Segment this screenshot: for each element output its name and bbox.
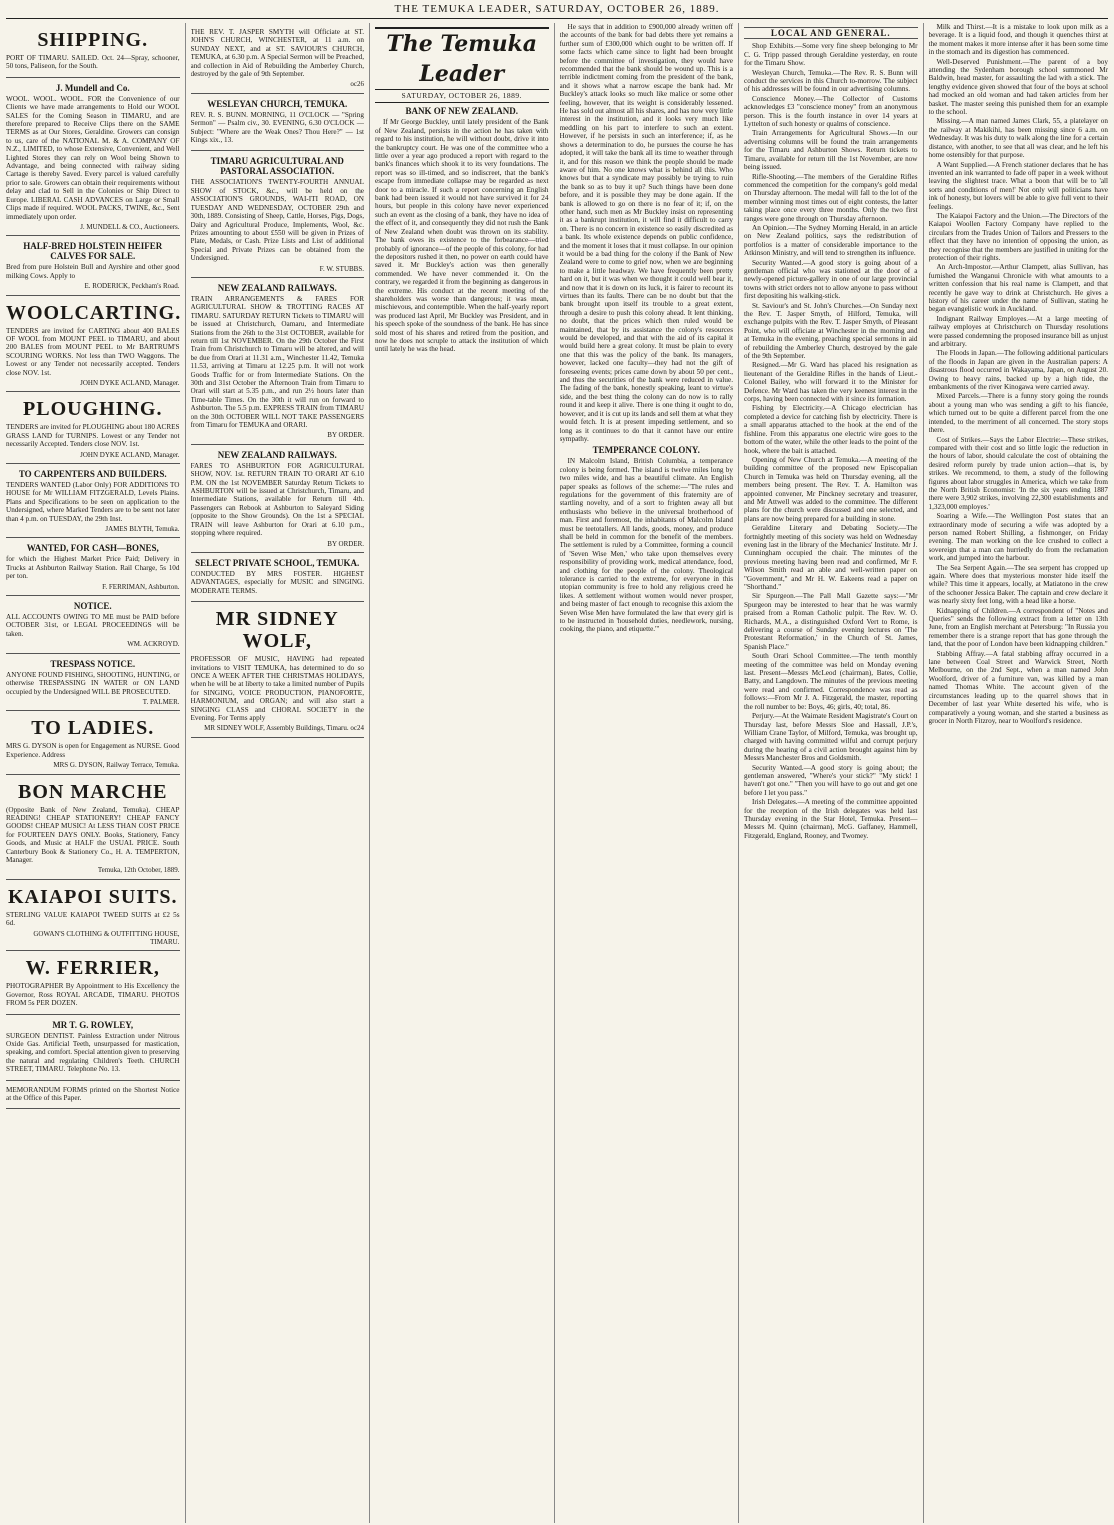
news-item: Resigned.—Mr G. Ward has placed his resignation as lieutenant of the Geraldine Rifles in the hands of Lieut.-Colonel Bailey, who will forward it to the Minister for Defence. Mr Ward has taken the very keenest interest in the corps, having been connected with it since its formation.	[744, 361, 918, 404]
advertisement-signature: F. FERRIMAN, Ashburton.	[102, 582, 180, 591]
advertisement-title: WANTED, FOR CASH—BONES,	[26, 543, 159, 554]
newspaper-nameplate: The Temuka Leader	[375, 27, 549, 90]
advertisement-signature: MR SIDNEY WOLF, Assembly Buildings, Timaru. oc24	[204, 724, 364, 733]
news-item: Rifle-Shooting.—The members of the Geraldine Rifles commenced the competition for the company's gold medal on Thursday afternoon. The medal will fall to the lot of the member winning most times out of eight contests, the latter taking place once every three months. Only the two first ranges were gone through on Thursday afternoon.	[744, 172, 918, 223]
advertisement	[6, 464, 180, 538]
advertisement	[191, 151, 365, 277]
advertisement	[6, 711, 180, 774]
advertisement	[6, 880, 180, 952]
news-item: South Orari School Committee.—The tenth monthly meeting of the committee was held on Monday evening last. Present—Messrs McLeod (chairman), Bates, Collie, Batty, and Langdown. The minutes of the previous meeting were read and confirmed. Correspondence was read as follows:—From Mr J. A. Fitzgerald, the master, reporting the roll number to be: Boys, 46; girls, 40; total, 86.	[744, 652, 918, 711]
advertisement-title: MR SIDNEY WOLF,	[215, 608, 339, 653]
advertisement-signature: J. MUNDELL & CO., Auctioneers.	[80, 222, 180, 231]
advertisement-signature: GOWAN'S CLOTHING & OUTFITTING HOUSE, TIMARU.	[33, 929, 180, 946]
news-item: Milk and Thirst.—It is a mistake to look upon milk as a beverage. It is a liquid food, and though it quenches thirst at the moment makes it more intense after it has been some time in the stomach and its digestion has commenced.	[928, 23, 1108, 57]
news-item: Fishing by Electricity.—A Chicago electrician has completed a device for catching fish by electricity. There is a small apparatus attached to the hook at the end of the fishline. From this apparatus one electric wire goes to the bottom of the water, while the other leads to the point of the hook, where the bait is attached.	[744, 404, 918, 455]
news-item: Soaring a Wife.—The Wellington Post states that an extraordinary mode of securing a wife was adopted by a person named Robert Shilling, a fishmonger, on Friday evening. The man working on the Ice crushed to collect a sovereign that a man can hurriedly do from the reclamation work, and jumped into the harbour.	[928, 512, 1108, 563]
news-item: Shop Exhibits.—Some very fine sheep belonging to Mr C. G. Tripp passed through Geraldine yesterday, en route for the Timaru Show.	[744, 42, 918, 68]
news-item: St. Saviour's and St. John's Churches.—On Sunday next the Rev. T. Jasper Smyth, of Hilford, Temuka, will exchange pulpits with the Rev. T. Jasper Smyth, of Pleasant Point, who will officiate at Winchester in the morning and at Temuka in the evening, preaching special sermons in aid of rebuilding the Amberley Church, destroyed by the gale of the 9th September.	[744, 301, 918, 361]
advertisement	[6, 392, 180, 464]
advertisement	[191, 23, 365, 94]
advertisement-body: REV. R. S. BUNN. MORNING, 11 O'CLOCK — "Spring Sermon" — Psalm civ., 30. EVENING, 6.30 O'CLOCK — Subject: "Where are the Weak Ones? Thou Here?" — 1st Kings xix., 13.	[190, 110, 364, 145]
advertisement-title: MR T. G. ROWLEY,	[52, 1019, 134, 1030]
advertisement-body: for which the Highest Market Price Paid; Delivery in Trucks at Ashburton Railway Station. Rail Charge, 5s 10d per ton.	[6, 555, 180, 581]
column-grid	[6, 23, 1108, 1523]
news-item: Kidnapping of Children.—A correspondent of "Notes and Queries" sends the following extract from a letter on 13th June, from an English merchant at Petersburg: "In Russia you remember there is a strange report that has gone through the land, that the poor of London have been kidnapping children."	[928, 606, 1108, 649]
advertisement-signature: F. W. STUBBS.	[319, 264, 364, 273]
advertisement-signature: T. PALMER.	[142, 697, 180, 706]
advertisement-title: PLOUGHING.	[23, 398, 163, 421]
advertisement	[6, 23, 180, 78]
news-item: Missing.—A man named James Clark, 55, a platelayer on the railway at Makikihi, has been missing since 6 a.m. on Wednesday. It was his duty to walk along the line for a certain distance, with another, to see that all was clear, and he left his home ostensibly for that purpose.	[928, 117, 1108, 160]
advertisement-title: BON MARCHE	[18, 780, 168, 803]
advertisement-body: THE ASSOCIATION'S TWENTY-FOURTH ANNUAL SHOW of STOCK, &c., will be held on the ASSOCIATION'S GROUNDS, WAI-ITI ROAD, ON TUESDAY AND WEDNESDAY, OCTOBER 29th and 30th, 1889. Consisting of Sheep, Cattle, Horses, Pigs, Dogs, Dairy and Agricultural Produce, Implements, Wool, &c. Prizes amounting to about £550 will be given in Prizes of Plate, Medals, or Cash. Prize Lists and List of additional Special and Private Prizes can be obtained from the Undersigned.	[190, 178, 364, 263]
advertisement-body: WOOL. WOOL. WOOL. FOR the Convenience of our Clients we have made arrangements to Hold our WOOL SALES for the Coming Season in TIMARU, and are therefore prepared to Receive Clips there on the SAME TERMS as at Our Stores, Geraldine. Growers can consign to us, care of the NATIONAL M. & A. COMPANY OF N.Z., LIMITED, to whose Extensive, Convenient, and Well Lighted Stores they can rely on Wool being Shown to Advantage, and being connected with railway siding Cartage is thereby Saved. Every parcel is valued carefully prior to sale. Growers can obtain their requirements without delay and clad to Sell in the Colonies or Ship Direct to Europe. LIBERAL CASH ADVANCES on Large or Small Clips made if required. WOOL PACKS, TWINE, &c., Sent immediately upon order.	[6, 94, 180, 221]
advertisement-body: MEMORANDUM FORMS printed on the Shortest Notice at the Office of this Paper.	[6, 1085, 180, 1103]
news-item: Security Wanted.—A good story is going about of a gentleman official who was stationed at the door of a newly-opened picture-gallery in one of our large provincial towns with strict orders not to allow anyone to pass without first depositing his walking-stick.	[744, 258, 918, 301]
dateline: SATURDAY, OCTOBER 26, 1889.	[375, 92, 549, 103]
advertisement-signature: Temuka, 12th October, 1889.	[97, 866, 180, 875]
news-item: Wesleyan Church, Temuka.—The Rev. R. S. Bunn will conduct the services in this Church to-morrow. The subject of his addresses will be found in our advertising columns.	[744, 68, 918, 94]
news-item: Geraldine Literary and Debating Society.—The fortnightly meeting of this society was held on Wednesday evening last in the library of the Mechanics' Institute. Mr J. Cunningham occupied the chair. The minutes of the previous meeting having been read and confirmed, Mr F. Wilson Smith read an able and well-written paper on "Government," and Mr H. W. Eakeens read a paper on "Shorthand."	[744, 524, 918, 591]
advertisement	[6, 951, 180, 1014]
leader-title: BANK OF NEW ZEALAND.	[405, 106, 518, 117]
advertisement-body: TENDERS are invited for PLOUGHING about 180 ACRES GRASS LAND for TURNIPS. Lowest or any Tender not necessarily Accepted. Tenders close NOV. 1st.	[6, 423, 180, 449]
advertisement	[6, 775, 180, 880]
advertisement-title: HALF-BRED HOLSTEIN HEIFER CALVES FOR SALE.	[23, 241, 163, 262]
advertisement	[6, 654, 180, 712]
advertisement-body: Bred from pure Holstein Bull and Ayrshire and other good milking Cows. Apply to	[6, 263, 180, 280]
advertisement-body: ANYONE FOUND FISHING, SHOOTING, HUNTING, or otherwise TRESPASSING IN WATER or ON LAND occupied by the Undersigned WILL BE PROSECUTED.	[6, 670, 180, 696]
news-item: Irish Delegates.—A meeting of the committee appointed for the reception of the Irish delegates was held last Thursday evening in the Star Hotel, Temuka. Present—Messrs M. Quinn (chairman), McG. Gaffaney, Hammell, Fitzgerald, England, Rooney, and Twomey.	[744, 798, 918, 840]
advertisement-title: J. Mundell and Co.	[55, 82, 130, 93]
advertisement-title: TIMARU AGRICULTURAL AND PASTORAL ASSOCIATION.	[210, 156, 344, 177]
news-item: Indignant Railway Employes.—At a large meeting of railway employes at Christchurch on Thursday resolutions were passed condemning the proposed insurance bill as unjust and arbitrary.	[928, 314, 1108, 349]
news-item: Well-Deserved Punishment.—The parent of a boy attending the Sydenham borough school summoned Mr Baldwin, head master, for assaulting the lad with a stick. The lengthy evidence given showed that four of the boys at school had mocked an old woman and had taken articles from her basket. The master seeing this punished them for an example to the school.	[928, 57, 1108, 117]
local-general-heading: LOCAL AND GENERAL.	[744, 27, 918, 39]
advertisement	[6, 538, 180, 596]
news-item: Sir Spurgeon.—The Pall Mall Gazette says:—"Mr Spurgeon may be interested to hear that he was warmly praised from a Roman Catholic pulpit. The Rev. W. O. Richards, M.A., a distinguished Oxford Vert to Rome, is delivering a course of Sunday evening lectures on 'The Protestant Reformation,' in the Church of St. James, Spanish Place."	[744, 592, 918, 651]
advertisement	[6, 296, 180, 393]
news-item: The Floods in Japan.—The following additional particulars of the floods in Japan are given in the Australian papers: A disastrous flood occurred in Wakayama, Japan, on August 20. Owing to heavy rains, backed up by a high tide, the embankments of the river Kinogawa were carried away.	[928, 349, 1108, 392]
news-item: Cost of Strikes.—Says the Labor Electrie:—These strikes, compared with their cost and so little logic the reduction in the hours of labor, should calculate the cost of obtaining the desired reform purely by trade union action—that is, by strikes. We recommend, to them, a study of the following figures about labor struggles in America, which we take from the North British Economist: 'In the six years ending 1887 there were 3,902 strikes, involving 22,300 establishments and 1,323,000 employes.'	[928, 435, 1108, 511]
news-item: The Sea Serpent Again.—The sea serpent has cropped up again. Where does that mysterious monster hide itself the while? This time it appears, locally, at Matiatono in the crew of the schooner Jessica Baker. The captain and crew declare it was nearly sixty feet long, with a head like a horse.	[928, 563, 1108, 606]
advertisement-body: CONDUCTED BY MRS FOSTER. HIGHEST ADVANTAGES, especially for MUSIC and SINGING. MODERATE TERMS.	[190, 569, 364, 595]
advertisement-title: KAIAPOI SUITS.	[7, 885, 178, 908]
advertisement	[191, 94, 365, 152]
advertisement-signature: JOHN DYKE ACLAND, Manager.	[80, 378, 180, 387]
advertisement	[6, 1015, 180, 1081]
advertisement-signature: WM. ACKROYD.	[127, 640, 180, 649]
advertisement-body: FARES TO ASHBURTON FOR AGRICULTURAL SHOW, NOV. 1st. RETURN TRAIN TO ORARI AT 6.10 P.M. ON the 1st NOVEMBER Saturday Return Tickets to ASHBURTON will be issued at Christchurch, Timaru, and Intermediate Stations, available for Return till 4th. Passengers can Rebook at Ashburton to Saleyard Siding (opposite to the Show Grounds). On the 1st a SPECIAL TRAIN will leave Ashburton for Orari at 6.10 p.m., stopping where required.	[190, 461, 364, 538]
advertisement	[191, 278, 365, 445]
news-item: An Arch-Impostor.—Arthur Clampett, alias Sullivan, has furnished the Wanganui Chronicle with what amounts to a written confession that his real name is Clampett, and that recently he gave way to drink at Christchurch. He gives a history of his career under the name of Sullivan, stating he began evangelistic work in Auckland.	[928, 263, 1108, 314]
advertisement-signature: JOHN DYKE ACLAND, Manager.	[80, 450, 180, 459]
advertisement	[6, 596, 180, 654]
advertisement-title: TO CARPENTERS AND BUILDERS.	[18, 469, 167, 479]
news-item: Stabbing Affray.—A fatal stabbing affray occurred in a lane between Coal Street and Warwick Street, North Melbourne, on the 2nd Sept., when a man named John Woolford, driver of a furniture van, was killed by a man named Thomas White. The account given of the circumstances leading up to the quarrel shows that in December of last year White deserted his wife, who is comparatively a young woman, and she started a business as grocer in North Fitzroy, near to Woolford's residence.	[928, 649, 1108, 725]
advertisement-signature: oc26	[350, 80, 364, 89]
advertisement-body: TENDERS are invited for CARTING about 400 BALES OF WOOL from MOUNT PEEL to TIMARU, and about 200 BALES from MOUNT PEEL to Mr BARTRUM'S SCOURING WORKS. Not less than TWO Waggons. The Lowest or any Tender not necessarily accepted. Tenders close NOV. 1st.	[6, 326, 180, 377]
advertisement-body: TRAIN ARRANGEMENTS & FARES FOR AGRICULTURAL SHOW & TROTTING RACES AT TIMARU. SATURDAY RETURN Tickets to TIMARU will be issued at Christchurch, Oamaru, and Intermediate Stations from the 26th to the 31st OCTOBER, available for return till 1st NOVEMBER. On the 29th October the First Train from Christchurch to Timaru will be altered, and will be due from Orari at 11.31 a.m., Winchester 11.42, Temuka 11.53, arriving at Timaru at 12.25 p.m. It will not work Goods Traffic for or from Intermediate Stations. On the 30th and 31st October the Afternoon Train from Timaru to Orari will start at 5.35 p.m., and run 2½ hours later than Time-table Times. On the 30th it will run on forward to Ashburton. The 5.5 p.m. EXPRESS TRAIN from TIMARU on the 30th OCTOBER WILL NOT TAKE PASSENGERS from Timaru for TEMUKA and ORARI.	[190, 294, 364, 430]
advertisement-title: WESLEYAN CHURCH, TEMUKA.	[207, 98, 348, 109]
advertisement-title: NEW ZEALAND RAILWAYS.	[217, 282, 337, 293]
column-news-items	[929, 23, 1109, 1523]
advertisement-body: TENDERS WANTED (Labor Only) FOR ADDITIONS TO HOUSE for Mr WILLIAM FITZGERALD, Levels Plains. Plans and Specifications to be seen on application to the Undersigned, where Marked Tenders are to be sent not later than 4 p.m. on TUESDAY, the 29th Inst.	[6, 481, 180, 523]
advertisement-signature: E. RODERICK, Peckham's Road.	[84, 282, 180, 291]
advertisement-signature: BY ORDER.	[327, 539, 364, 548]
advertisement-title: NEW ZEALAND RAILWAYS.	[217, 449, 337, 460]
advertisement-body: THE REV. T. JASPER SMYTH will Officiate at ST. JOHN'S CHURCH, WINCHESTER, at 11 a.m. on SUNDAY NEXT, and at ST. SAVIOUR'S CHURCH, TEMUKA, at 6.30 p.m. A Special Sermon will be Preached, and collection in Aid of Rebuilding the Amberley Church, destroyed by the gale of 9th September.	[190, 28, 364, 79]
news-item: A Want Supplied.—A French stationer declares that he has invented an ink warranted to fade off paper in a week without leaving the slightest trace. What a boon that will be to 'all sorts and conditions of men!' Not only will politicians have ink of honesty, but lovers will be able to give full vent to their feelings.	[928, 160, 1108, 211]
advertisement-title: WOOLCARTING.	[6, 301, 182, 324]
column-advertisements-2	[191, 23, 371, 1523]
advertisement-signature: MRS G. DYSON, Railway Terrace, Temuka.	[53, 761, 180, 770]
advertisement	[191, 445, 365, 553]
advertisement	[6, 78, 180, 237]
news-item: Train Arrangements for Agricultural Shows.—In our advertising columns will be found the train arrangements for the Timaru and Ashburton Shows. Return tickets to Timaru, available for return till the 1st November, are now being issued.	[744, 129, 918, 172]
advertisement-body: ALL ACCOUNTS OWING TO ME must be PAID before OCTOBER 31st, or LEGAL PROCEEDINGS will be taken.	[6, 613, 180, 638]
news-item: Mixed Parcels.—There is a funny story going the rounds about a young man who was sending a gift to his fiancée, which turned out to be quite a different parcel from the one intended, to the merriment of all concerned. The story stops there.	[928, 392, 1108, 435]
news-item: The Kaiapoi Factory and the Union.—The Directors of the Kaiapoi Woollen Factory Company have replied to the circulars from the Trades Union of Tailors and Pressers to the effect that they have no intention of opposing the union, as they recognise that the members are justified in uniting for the protection of their rights.	[928, 211, 1108, 262]
advertisement-signature: JAMES BLYTH, Temuka.	[105, 525, 180, 534]
advertisement-title: W. FERRIER,	[25, 957, 160, 980]
advertisement-body: STERLING VALUE KAIAPOI TWEED SUITS at £2 5s 6d.	[6, 910, 180, 928]
leader-continued: He says that in addition to £900,000 already written off the accounts of the bank for bad debts there yet remains a further sum of £300,000 which ought to be written off. If some facts which came since to light had been brought before the committee of investigation, they would have recommended that the bank should be wound up. This is a terrible indictment coming from the president of the bank, and it shows what a narrow escape the bank had. Mr Buckley's attack looks so much like malice or some other feeling, however, that its weight is considerably lessened. He has sold out almost all his shares, and has now very little interest in the institution, and it looks very much like meddling on his part to interfere to such an extent. However, if he persists in such an interference; if, as he shows a determination to do, he pursues the course he has adopted, it will take the bank all its time to weather through it, and for this reason we think the people should be made aware of him. No one knows what is behind all this. Who knows but that a syndicate may possibly be trying to ruin the bank so as to buy it up? Such things have been done before, and it is possible they may be done again. If the bank is allowed to go on there is no fear of it; if, on the other hand, such men as Mr Buckley insist on representing it as a bankrupt institution, it will find it difficult to carry on. There is no concern in existence so easily discredited as a bank. Its whole existence depends on public confidence, and the moment it loses that it must collapse. In our opinion it would be a bad thing for the colony if the Bank of New Zealand were to come to grief now, when we are beginning to make a little headway. We have frequently been pretty hard on it, but it was when we thought it could well bear it, and now that it is down on its luck, it is fairer to recount its virtues than its faults. There can be no doubt but that the bank brought upon itself its trouble to a great extent, through a desire to push this colony ahead. It lent thinking, no doubt, that the prices which then ruled would be maintained, that by its assistance the colony's resources would be developed, and that with the aid of its capital it would build here a great colony. It must be plain to every one that this was the policy of the bank. Its managers, however, lacked one faculty—they had not the gift of foreseeing events; prices came down by about 50 per cent., and thus the securities of the bank were reduced in value. The fading of the bank, honestly speaking, leant to virtue's side, and the best thing the colony can do now is to rally round it and keep it alive. There is one thing it ought to do, however, and it is cut up its lands and sell them at what they would fetch. It is at present impeding settlement, and so long as it continues to do that it cannot have our entire sympathy.	[559, 23, 733, 443]
column-local-general	[744, 23, 924, 1523]
news-item: Perjury.—At the Waimate Resident Magistrate's Court on Thursday last, before Messrs Sloe and Hassall, J.P.'s, William Crane Taylor, of Milford, Temuka, was brought up, charged with having committed wilful and corrupt perjury during the hearing of a civil action brought against him by Messrs Manchester Bros and Goldsmith.	[744, 712, 918, 763]
news-item: Security Wanted.—A good story is going about; the gentleman answered, "Where's your stick?" "My stick! I haven't got one." "Then you will have to go out and get one before I let you pass."	[744, 763, 918, 797]
advertisement	[6, 236, 180, 295]
news-item: Conscience Money.—The Collector of Customs acknowledges £3 "conscience money" from an anonymous person. This is the fourth instance in over 14 years at Lyttelton of such honesty or qualms of conscience.	[744, 94, 918, 129]
advertisement	[6, 1081, 180, 1110]
advertisement-body: PORT OF TIMARU. SAILED. Oct. 24—Spray, schooner, 50 tons, Paliseon, for the South.	[6, 54, 180, 71]
column-editorial	[375, 23, 555, 1523]
temperance-colony-title: TEMPERANCE COLONY.	[592, 445, 700, 456]
advertisement-signature: BY ORDER.	[327, 431, 364, 440]
column-advertisements-1	[6, 23, 186, 1523]
advertisement	[191, 553, 365, 602]
advertisement-title: NOTICE.	[73, 601, 112, 612]
advertisement-body: MRS G. DYSON is open for Engagement as NURSE. Good Experience. Address	[6, 742, 180, 759]
leader-body: If Mr George Buckley, until lately president of the Bank of New Zealand, persists in the action he has taken with regard to his institution, he will without doubt, drive it into the bankruptcy court. He was one of the committee who a little over a year ago produced a report with regard to the bank's finances which shook it to its very foundations. The report was so ill-timed, and so indiscreet, that the bank's escape from immediate collapse may be regarded as next door to a miracle. If such a report concerning an English bank had been issued it would not have survived it for 24 hours, but people in this colony have never experienced such an event as the closing of a bank, they have no idea of the effect of it, and consequently they did not rush the Bank of New Zealand when doubt was thrown on its stability. The bank owes its existence to the forbearance—tried probably of ignorance—of the people of this colony, for had the depositors rushed it then, no power on earth could have saved it. Mr Buckley's action was then generally commended. We have never commended it. On the contrary, we regarded it from the beginning as dangerous in the extreme. His conduct at the recent meeting of the shareholders was worse than dangerous; it was mean, mischievous, and contemptible. When the half-yearly report was produced last April, Mr Buckley was President, and in his speech spoke of the soundness of the bank. He has since sold most of his shares and retired from the position, and now he does not scruple to attack the institution of which until lately he was the head.	[375, 118, 549, 354]
column-editorial-continued	[560, 23, 740, 1523]
advertisement-body: PROFESSOR OF MUSIC, HAVING had repeated invitations to VISIT TEMUKA, has determined to do so ONCE A WEEK AFTER THE CHRISTMAS HOLIDAYS, when he will be at liberty to take a limited number of Pupils for SINGING, VOICE PRODUCTION, PIANOFORTE, HARMONIUM, and ORGAN; and will also start a SINGING CLASS and CHORAL SOCIETY in the Evening. For Terms apply	[190, 655, 364, 722]
advertisement-body: (Opposite Bank of New Zealand, Temuka). CHEAP READING! CHEAP STATIONERY! CHEAP FANCY GOODS! CHEAP MUSIC! At LESS THAN COST PRICE for FOURTEEN DAYS ONLY. Books, Stationery, Fancy Goods, and Music at HALF the USUAL PRICE. South Canterbury Book & Stationery Co., H. A. TEMPERTON, Manager.	[6, 805, 180, 864]
temperance-colony-body: IN Malcolm Island, British Columbia, a temperance colony is being formed. The island is twelve miles long by two miles wide, and has a beautiful climate. An English paper speaks as follows of the scheme:—"The rules and regulations for the government of this fraternity are of startling novelty, and of a sort to frighten away all but enthusiasts who believe in the universal brotherhood of man. First and foremost, the inhabitants of Malcolm Island must be teetotallers. All lands, goods, money, and produce shall be held in common for the benefit of the members. The settlement is ruled by a Committee, forming a council of 'Seven Wise Men,' who take upon themselves every responsibility of providing work, medical attendance, food, and clothing for the people of the colony. Theological tolerance is carried to the extreme, for everyone in this utopian community is free to hold any religious creed he likes. A settlement without women would never prosper, and being master of fact enough to recognise this axiom the Seven Wise Men have formulated the law that every girl is to be instructed in 'household duties, needlework, nursing, cooking, the piano, and etiquette.'"	[559, 457, 733, 634]
page-header: THE TEMUKA LEADER, SATURDAY, OCTOBER 26, 1889.	[6, 0, 1108, 19]
advertisement-title: TO LADIES.	[31, 717, 155, 740]
advertisement-title: SELECT PRIVATE SCHOOL, TEMUKA.	[195, 557, 360, 568]
news-item: An Opinion.—The Sydney Morning Herald, in an article on New Zealand politics, says the redistribution of portfolios is a matter of considerable importance to the Atkinson Ministry, and will tend to strengthen its influence.	[744, 223, 918, 258]
advertisement-body: SURGEON DENTIST. Painless Extraction under Nitrous Oxide Gas. Artificial Teeth, unsurpassed for mastication, speaking, and comfort. Special attention given to preserving the natural and regulating Children's Teeth. CHURCH STREET, TIMARU. Telephone No. 13.	[6, 1031, 180, 1074]
advertisement-title: SHIPPING.	[37, 29, 149, 51]
news-item: Opening of New Church at Temuka.—A meeting of the building committee of the proposed new Episcopalian Church in Temuka was held on Thursday evening, all the members being present. The Rev. T. A. Hamilton was appointed convener, Mr Pinckney secretary and treasurer, and Mr Attwell was added to the committee. The different plans for the church were discussed and one selected, and plans are now being prepared for a building in stone.	[744, 455, 918, 523]
advertisement-title: TRESPASS NOTICE.	[50, 658, 136, 669]
advertisement-body: PHOTOGRAPHER By Appointment to His Excellency the Governor, Ross ROYAL ARCADE, TIMARU. PHOTOS FROM 5s PER DOZEN.	[6, 982, 180, 1008]
advertisement	[191, 602, 365, 738]
